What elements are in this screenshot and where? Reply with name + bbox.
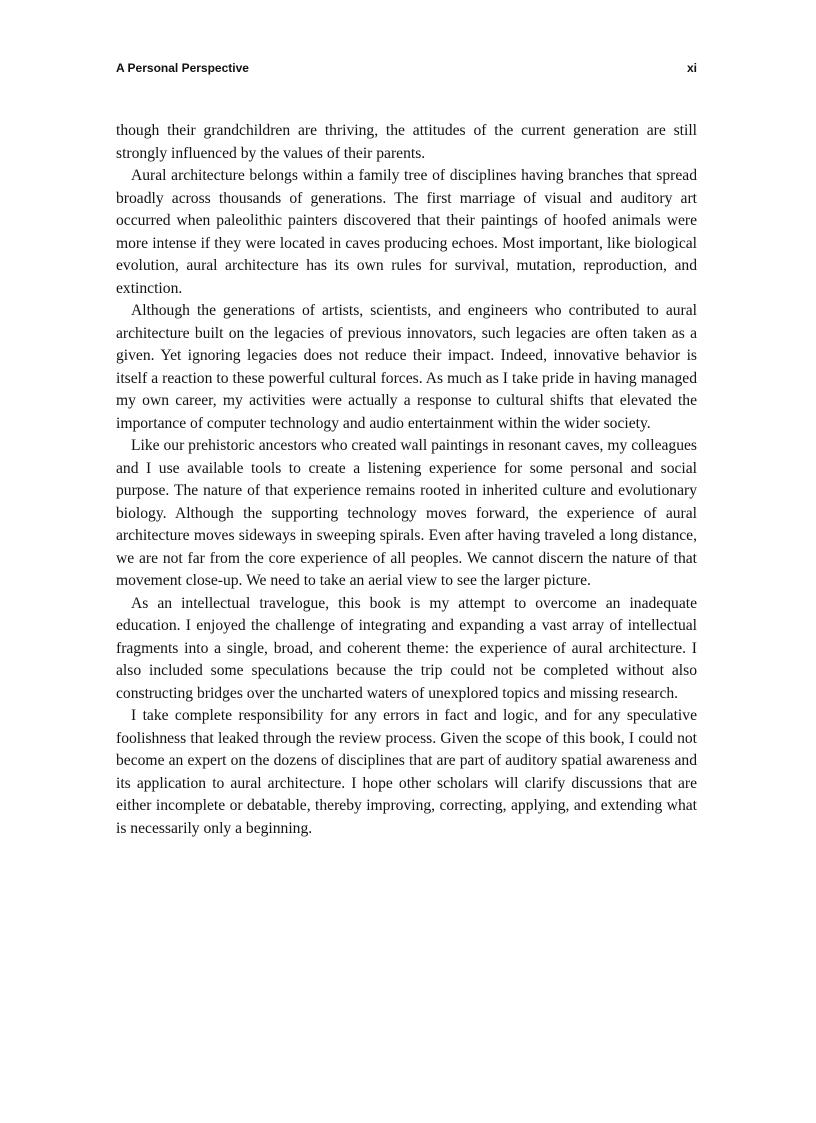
paragraph: I take complete responsibility for any errors in fact and logic, and for any speculative foolishness that leaked through the review process. Given the scope of this book, I could not become an expert on the dozens of disciplines that are part of auditory spatial awareness and its application to aural architecture. I hope other scholars will clarify discussions that are either incomplete or debatable, thereby improving, correcting, applying, and extending what is necessarily only a beginning. [116,707,697,837]
body-text [116,120,697,840]
paragraph: Aural architecture belongs within a family tree of disciplines having branches that spread broadly across thousands of generations. The first marriage of visual and auditory art occurred when paleolithic painters discovered that their paintings of hoofed animals were more intense if they were located in caves producing echoes. Most important, like biological evolution, aural architecture has its own rules for survival, mutation, reproduction, and extinction. [116,167,697,297]
page-number: xi [686,61,697,75]
running-head-title: A Personal Perspective [116,61,249,75]
paragraph: As an intellectual travelogue, this book is my attempt to overcome an inadequate education. I enjoyed the challenge of integrating and expanding a vast array of intellectual fragments into a single, broad, and coherent theme: the experience of aural architecture. I also included some speculations because the trip could not be completed without also constructing bridges over the uncharted waters of unexplored topics and missing research. [116,594,697,702]
paragraph: Like our prehistoric ancestors who created wall paintings in resonant caves, my colleagues and I use available tools to create a listening experience for some personal and social purpose. The nature of that experience remains rooted in inherited culture and evolutionary biology. Although the supporting technology moves forward, the experience of aural architecture moves sideways in sweeping spirals. Even after having traveled a long distance, we are not far from the core experience of all peoples. We cannot discern the nature of that movement close-up. We need to take an aerial view to see the larger picture. [116,437,697,589]
paragraph-continued: though their grandchildren are thriving, the attitudes of the current generation are still strongly influenced by the values of their parents. [116,122,697,162]
paragraph: Although the generations of artists, scientists, and engineers who contributed to aural architecture built on the legacies of previous innovators, such legacies are often taken as a given. Yet ignoring legacies does not reduce their impact. Indeed, innovative behavior is itself a reaction to these powerful cultural forces. As much as I take pride in having managed my own career, my activities were actually a response to cultural shifts that elevated the importance of computer technology and audio entertainment within the wider society. [116,302,697,432]
running-head [116,59,697,77]
